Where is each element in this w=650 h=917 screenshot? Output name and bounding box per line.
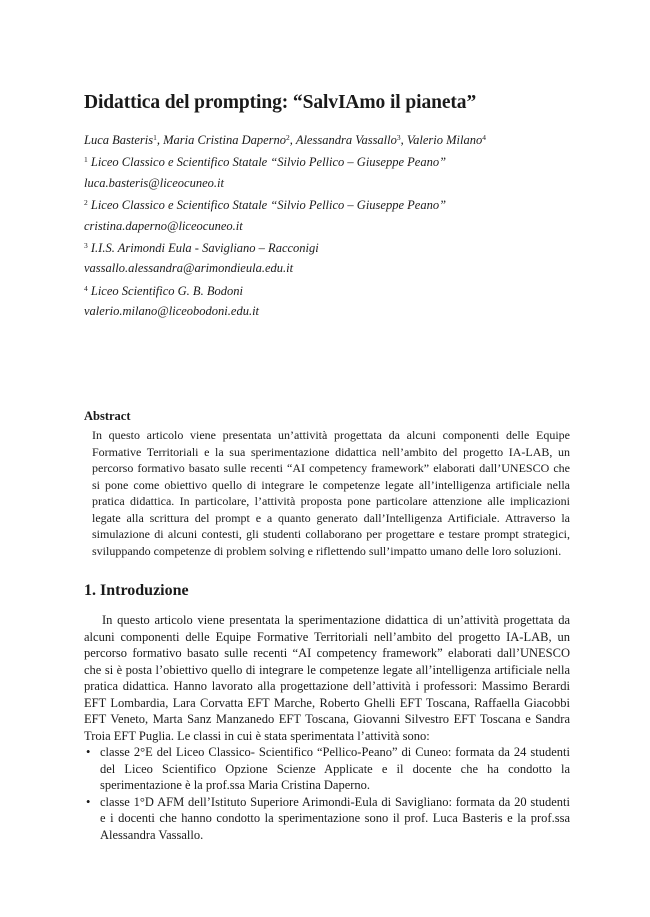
affiliation <box>84 236 604 258</box>
affiliation-institution: Liceo Classico e Scientifico Statale “Silvio Pellico – Giuseppe Peano” <box>90 155 447 170</box>
affiliation-institution: I.I.S. Arimondi Eula - Savigliano – Racconigi <box>90 241 319 256</box>
introduction-body <box>84 612 570 843</box>
author-separator: , <box>156 133 164 147</box>
author-sup: 3 <box>396 133 401 142</box>
author-separator: , <box>289 133 296 147</box>
abstract-heading: Abstract <box>84 409 131 423</box>
section-heading-introduction: 1. Introduzione <box>84 582 189 599</box>
list-item-text: classe 2°E del Liceo Classico- Scientifico “Pellico-Peano” di Cuneo: formata da 24 studenti del Liceo Scientifico Opzione Scienze Applicate e il docente che ha condotto la sperimentazione è la prof.ssa Maria Cristina Daperno. <box>100 745 570 792</box>
author-separator: , <box>400 133 407 147</box>
list-item <box>84 744 570 794</box>
affiliation-email: vassallo.alessandra@arimondieula.edu.it <box>84 261 294 276</box>
author-sup: 1 <box>153 133 157 142</box>
author-sup: 4 <box>482 133 486 142</box>
author-name: Maria Cristina Daperno <box>163 133 287 147</box>
affiliation-sup: 4 <box>84 283 88 293</box>
introduction-paragraph: In questo articolo viene presentata la sperimentazione didattica di un’attività progettata da alcuni componenti delle Equipe Formative Territoriali nell’ambito del progetto IA-LAB, un percorso formativo basato sulle recenti “AI competency framework” elaborati dall’UNESCO che si è posta l’obiettivo quello di integrare le competenze legate all’intelligenza artificiale nella pratica didattica. Hanno lavorato alla progettazione dell’attività i professori: Massimo Berardi EFT Lombardia, Lara Corvatta EFT Marche, Roberto Ghelli EFT Toscana, Raffaella Giacobbi EFT Veneto, Marta Sanz Manzanedo EFT Toscana, Giovanni Silvestro EFT Toscana e Sandra Troia EFT Puglia. Le classi in cui è stata sperimentata l’attività sono: <box>84 613 570 743</box>
affiliation-institution: Liceo Scientifico G. B. Bodoni <box>90 283 243 298</box>
affiliation-email: luca.basteris@liceocuneo.it <box>84 175 224 190</box>
affiliation-email: valerio.milano@liceobodoni.edu.it <box>84 304 260 319</box>
author-block <box>84 128 604 322</box>
affiliation-email: cristina.daperno@liceocuneo.it <box>84 218 243 233</box>
affiliation <box>84 150 604 172</box>
list-item <box>84 794 570 844</box>
affiliation-sup: 2 <box>84 198 88 208</box>
author-name: Luca Basteris <box>84 133 154 147</box>
bullet-icon: • <box>86 745 91 759</box>
bullet-icon: • <box>86 794 91 809</box>
class-list <box>84 744 570 843</box>
affiliation-sup: 1 <box>84 155 88 165</box>
affiliation <box>84 193 604 215</box>
paper-title: Didattica del prompting: “SalvIAmo il pianeta” <box>84 92 477 113</box>
author-name: Valerio Milano <box>406 133 483 147</box>
affiliation-institution: Liceo Classico e Scientifico Statale “Silvio Pellico – Giuseppe Peano” <box>90 198 447 213</box>
list-item-text: classe 1°D AFM dell’Istituto Superiore Arimondi-Eula di Savigliano: formata da 20 studenti e i docenti che hanno condotto la sperimentazione sono il prof. Luca Basteris e la prof.ssa Alessandra Vassallo. <box>100 794 570 842</box>
affiliation <box>84 279 604 301</box>
author-name: Alessandra Vassallo <box>295 133 397 147</box>
author-line <box>84 128 604 150</box>
affiliation-sup: 3 <box>84 241 88 251</box>
abstract-text: In questo articolo viene presentata un’attività progettata da alcuni componenti delle Equipe Formative Territoriali e la sua sperimentazione didattica nell’ambito del progetto IA-LAB, un percorso formativo basato sulle recenti “AI competency framework” elaborati dall’UNESCO che si pone come obiettivo quello di integrare le competenze legate all’intelligenza artificiale nella pratica didattica. In particolare, l’attività proposta pone particolare attenzione alle implicazioni legate alla scrittura del prompt e a quanto generato dall’Intelligenza Artificiale. Attraverso la simulazione di alcuni contesti, gli studenti collaborano per progettare e testare prompt strategici, sviluppando competenze di problem solving e riflettendo sull’impatto umano delle loro soluzioni. <box>92 428 570 558</box>
author-sup: 2 <box>286 133 290 142</box>
